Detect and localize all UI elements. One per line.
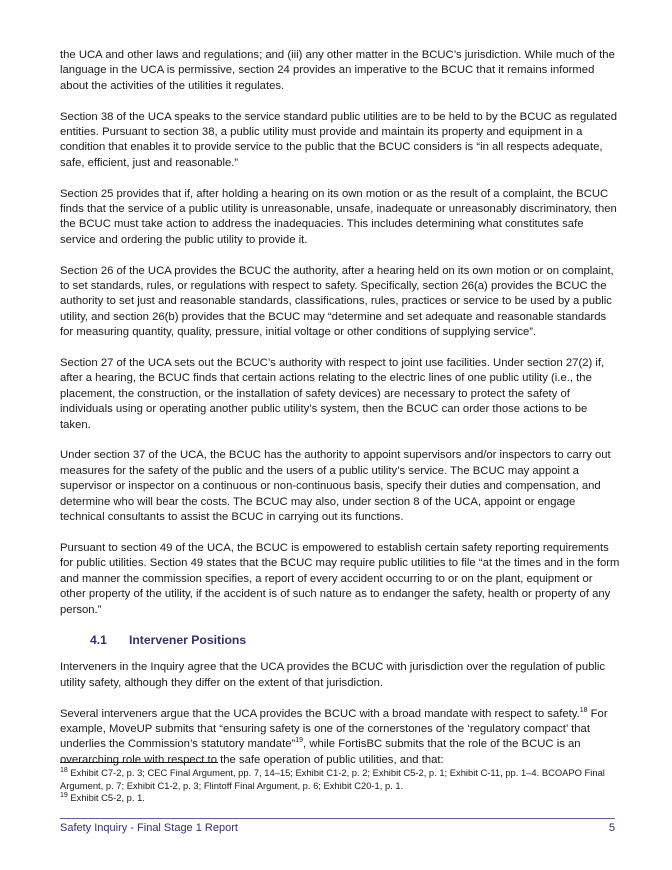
section-paragraph-2-text-b: For example, MoveUP submits that “ensuring safety is one of the cornerstones of the ‘regulatory compact’ that underlies the Commission’s statutory mandate” [60,707,608,751]
section-paragraph-1: Interveners in the Inquiry agree that the UCA provides the BCUC with jurisdiction over the regulation of public utility safety, although they differ on the extent of that jurisdiction. [60,661,606,689]
section-title: Intervener Positions [128,633,247,648]
body-paragraph-4: Section 26 of the UCA provides the BCUC the authority, after a hearing held on its own motion or on complaint, to set standards, rules, or regulations with respect to safety. Specifically, section 26(a) provides the BCUC the authority to set just and reasonable standards, classifications, rules, practices or service to be used by a public utility, and section 26(b) provides that the BCUC may “determine and set adequate and reasonable standards for measuring quantity, quality, pressure, initial voltage or other conditions of supplying service”. [60,264,614,339]
page-footer [60,818,615,834]
page-number: 5 [608,822,615,834]
document-page [60,48,620,784]
footnotes [60,762,620,805]
body-paragraph-1: the UCA and other laws and regulations; and (iii) any other matter in the BCUC’s jurisdiction. While much of the language in the UCA is permissive, section 24 provides an imperative to the BCUC that it remains informed about the activities of the utilities it regulates. [60,49,615,92]
body-paragraph-7: Pursuant to section 49 of the UCA, the BCUC is empowered to establish certain safety reporting requirements for public utilities. Section 49 states that the BCUC may require public utilities to file “at the times and in the form and manner the commission specifies, a report of every accident occurring to or on the plant, equipment or other property of the utility, if the accident is of such nature as to endanger the safety, health or property of any person.” [60,541,620,616]
footnote-19 [60,792,620,805]
section-paragraph-2-text-a: Several interveners argue that the UCA provides the BCUC with a broad mandate with respect to safety. [60,707,580,720]
body-paragraph-5: Section 27 of the UCA sets out the BCUC’s authority with respect to joint use facilities. Under section 27(2) if, after a hearing, the BCUC finds that certain actions relating to the electric lines of one public utility (i.e., the placement, the construction, or the installation of safety devices) are necessary to protect the safety of individuals using or operating another public utility’s system, then the BCUC can order those actions to be taken. [60,357,605,431]
footnote-18-number: 18 [60,766,68,774]
section-paragraph-2 [60,707,620,769]
footer-title: Safety Inquiry - Final Stage 1 Report [60,822,238,834]
footnote-ref-18[interactable]: 18 [579,706,588,714]
footnote-ref-19[interactable]: 19 [295,737,304,745]
section-number: 4.1 [90,633,107,648]
footnote-divider [60,762,218,763]
body-paragraph-6: Under section 37 of the UCA, the BCUC has the authority to appoint supervisors and/or inspectors to carry out measures for the safety of the public and the users of a public utility’s service. The BCUC may appoint a supervisor or inspector on a continuous or non-continuous basis, specify their duties and compensation, and determine who will bear the costs. The BCUC may also, under section 8 of the UCA, appoint or engage technical consultants to assist the BCUC in carrying out its functions. [60,449,611,524]
section-heading [90,633,620,647]
footnote-18-text: Exhibit C7-2, p. 3; CEC Final Argument, pp. 7, 14–15; Exhibit C1-2, p. 2; Exhibit C5-2, p. 1; Exhibit C-11, pp. 1–4. BCOAPO Final Argument, p. 7; Exhibit C1-2, p. 3; Flintoff Final Argument, p. 6; Exhibit C20-1, p. 1. [60,767,605,791]
footnote-18 [60,767,620,792]
body-paragraph-2: Section 38 of the UCA speaks to the service standard public utilities are to be held to by the BCUC as regulated entities. Pursuant to section 38, a public utility must provide and maintain its property and equipment in a condition that enables it to provide service to the public that the BCUC considers is “in all respects adequate, safe, efficient, just and reasonable.” [60,110,618,169]
section-paragraph-2-text-c: , while FortisBC submits that the role of the BCUC is an overarching role with respect to the safe operation of public utilities, and that: [60,738,581,766]
footnote-19-number: 19 [60,792,68,800]
footnote-19-text: Exhibit C5-2, p. 1. [67,792,145,804]
body-paragraph-3: Section 25 provides that if, after holding a hearing on its own motion or as the result of a complaint, the BCUC finds that the service of a public utility is unreasonable, unsafe, inadequate or unreasonably discriminatory, then the BCUC must take action to address the inadequacies. This includes determining what constitutes safe service and ordering the public utility to provide it. [60,187,617,246]
